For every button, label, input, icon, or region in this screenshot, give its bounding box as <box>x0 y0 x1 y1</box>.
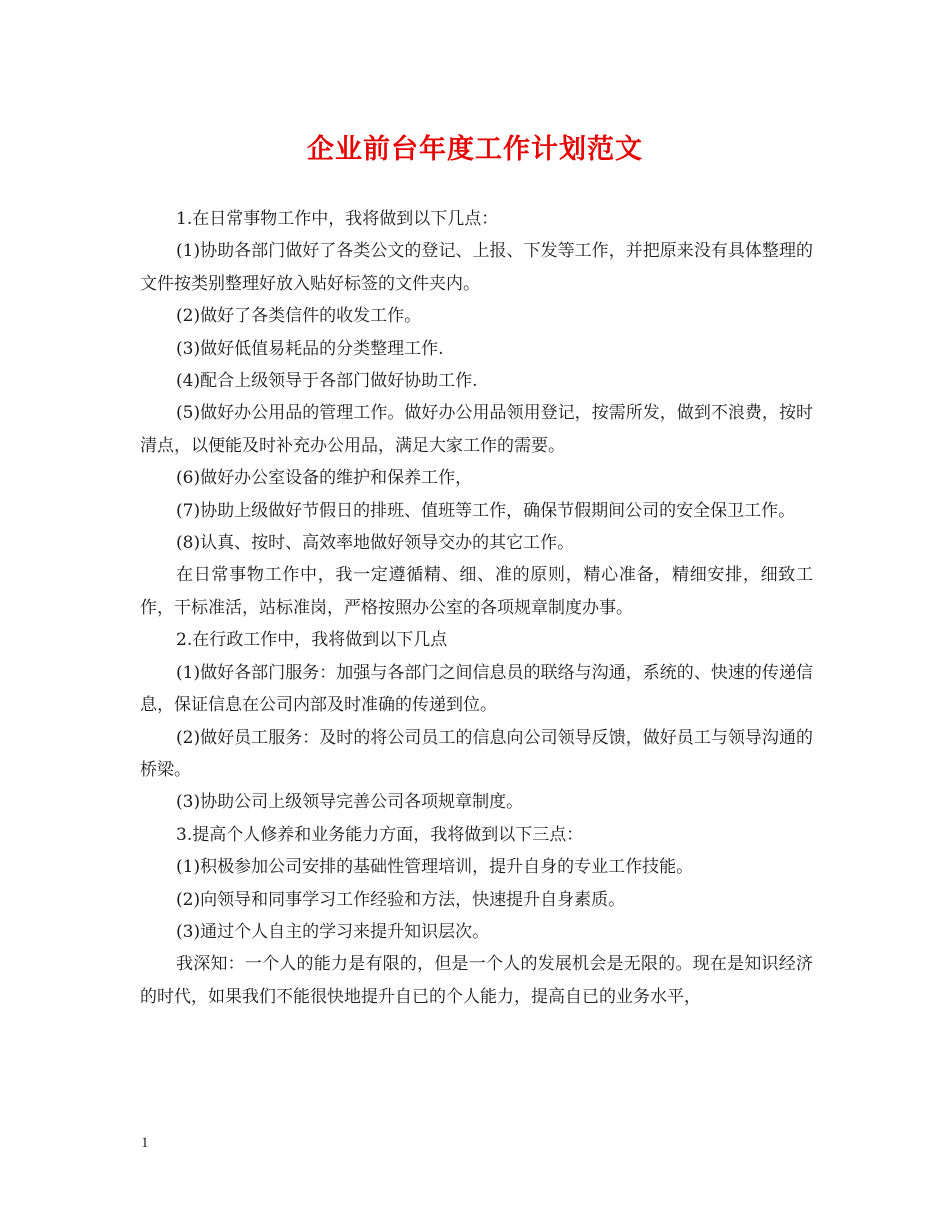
paragraph: 3.提高个人修养和业务能力方面，我将做到以下三点： <box>176 824 584 845</box>
paragraph: (2)做好员工服务：及时的将公司员工的信息向公司领导反馈，做好员工与领导沟通的桥梁。 <box>140 727 813 780</box>
paragraph: (6)做好办公室设备的维护和保养工作， <box>176 468 473 489</box>
document-body <box>140 203 813 1013</box>
paragraph: (7)协助上级做好节假日的排班、值班等工作，确保节假期间公司的安全保卫工作。 <box>176 500 796 521</box>
paragraph: (4)配合上级领导于各部门做好协助工作. <box>176 371 478 392</box>
paragraph: (5)做好办公用品的管理工作。做好办公用品领用登记，按需所发，做到不浪费，按时清点，以便能及时补充办公用品，满足大家工作的需要。 <box>140 403 813 456</box>
paragraph: (3)做好低值易耗品的分类整理工作. <box>176 338 444 359</box>
paragraph: (3)通过个人自主的学习来提升知识层次。 <box>176 921 490 942</box>
paragraph: (3)协助公司上级领导完善公司各项规章制度。 <box>176 792 524 813</box>
page-number: 1 <box>141 1135 149 1151</box>
paragraph: (2)向领导和同事学习工作经验和方法，快速提升自身素质。 <box>176 889 626 910</box>
paragraph: (2)做好了各类信件的收发工作。 <box>176 306 422 327</box>
paragraph: (1)协助各部门做好了各类公文的登记、上报、下发等工作，并把原来没有具体整理的文件按类别整理好放入贴好标签的文件夹内。 <box>140 241 813 294</box>
paragraph: 1.在日常事物工作中，我将做到以下几点： <box>176 209 499 229</box>
document-title: 企业前台年度工作计划范文 <box>307 134 643 165</box>
paragraph: (8)认真、按时、高效率地做好领导交办的其它工作。 <box>176 533 575 554</box>
paragraph: 在日常事物工作中，我一定遵循精、细、准的原则，精心准备，精细安排，细致工作，干标准活，站标准岗，严格按照办公室的各项规章制度办事。 <box>140 565 813 618</box>
paragraph: (1)做好各部门服务：加强与各部门之间信息员的联络与沟通，系统的、快速的传递信息，保证信息在公司内部及时准确的传递到位。 <box>140 662 813 716</box>
paragraph: 我深知：一个人的能力是有限的，但是一个人的发展机会是无限的。现在是知识经济的时代，如果我们不能很快地提升自已的个人能力，提高自已的业务水平， <box>140 954 813 1007</box>
paragraph: (1)积极参加公司安排的基础性管理培训，提升自身的专业工作技能。 <box>176 857 694 878</box>
paragraph: 2.在行政工作中，我将做到以下几点 <box>176 630 448 651</box>
